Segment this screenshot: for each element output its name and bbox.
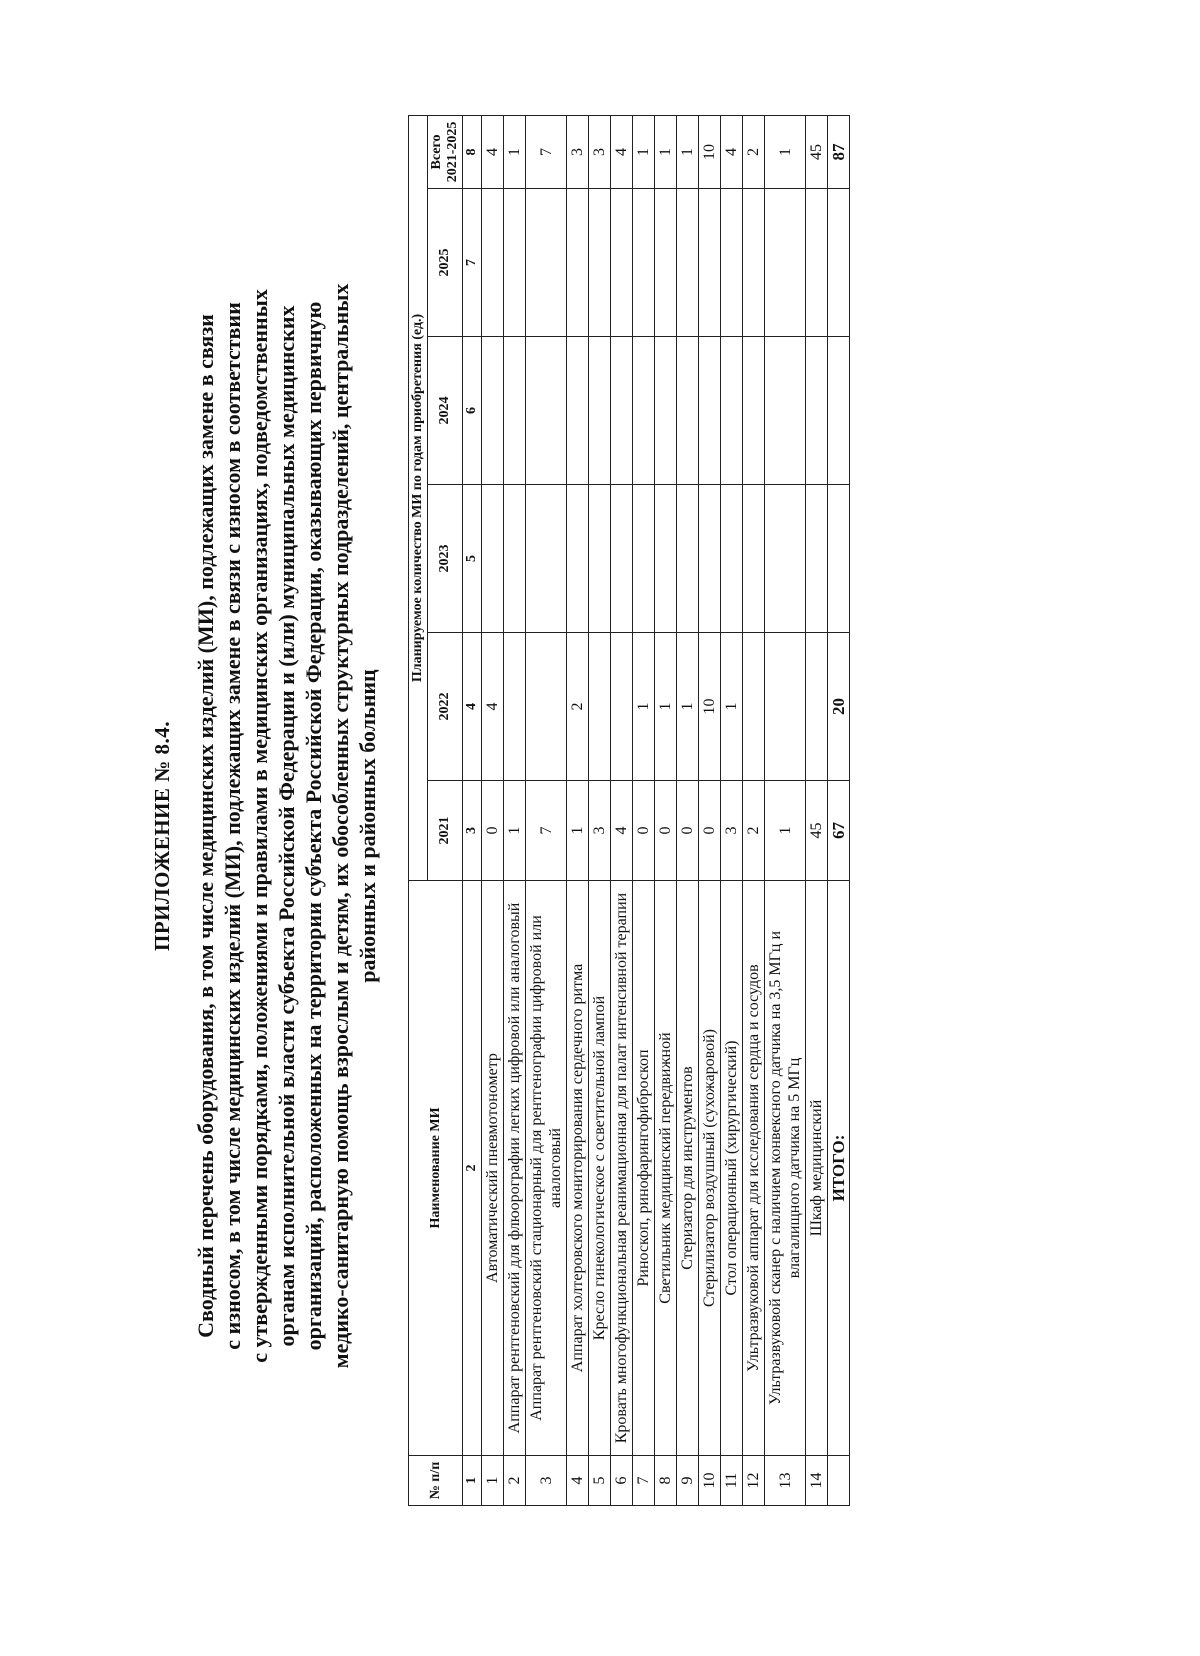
quantity-cell-y2023 bbox=[567, 485, 589, 633]
heading-line: медико-санитарную помощь взрослым и детям, их обособленных структурных подразделений, центральных bbox=[328, 283, 353, 1369]
quantity-cell-y2021: 7 bbox=[526, 781, 567, 881]
item-name-cell: Кресло гинекологическое с осветительной лампой bbox=[589, 881, 611, 1456]
row-number-cell: 11 bbox=[721, 1456, 743, 1506]
index-cell: 1 bbox=[463, 1456, 482, 1506]
heading-line: организаций, расположенных на территории субъекта Российской Федерации, оказывающих первичную bbox=[301, 301, 326, 1351]
totals-label: ИТОГО: bbox=[828, 881, 850, 1456]
quantity-cell-y2021: 45 bbox=[806, 781, 828, 881]
index-cell: 7 bbox=[463, 189, 482, 337]
equipment-table bbox=[408, 115, 850, 1506]
header-row bbox=[409, 115, 428, 1505]
heading-line: с утвержденными порядками, положениями и правилами в медицинских организациях, подведомственных bbox=[247, 289, 272, 1363]
header-2022: 2022 bbox=[428, 633, 463, 781]
quantity-cell-y2024 bbox=[526, 337, 567, 485]
index-cell: 2 bbox=[463, 881, 482, 1456]
totals-cell-y2022: 20 bbox=[828, 633, 850, 781]
row-number-cell: 2 bbox=[504, 1456, 526, 1506]
index-cell: 3 bbox=[463, 781, 482, 881]
quantity-cell-y2025 bbox=[611, 189, 633, 337]
row-number-cell: 9 bbox=[677, 1456, 699, 1506]
item-name-cell: Стол операционный (хирургический) bbox=[721, 881, 743, 1456]
item-name-cell: Светильник медицинский передвижной bbox=[655, 881, 677, 1456]
totals-cell-y2024 bbox=[828, 337, 850, 485]
quantity-cell-total: 3 bbox=[567, 115, 589, 188]
table-row bbox=[567, 115, 589, 1505]
header-total: Всего 2021-2025 bbox=[428, 115, 463, 188]
quantity-cell-y2024 bbox=[765, 337, 806, 485]
quantity-cell-y2022 bbox=[765, 633, 806, 781]
quantity-cell-y2024 bbox=[567, 337, 589, 485]
table-row bbox=[699, 115, 721, 1505]
quantity-cell-total: 1 bbox=[677, 115, 699, 188]
quantity-cell-total: 3 bbox=[589, 115, 611, 188]
row-number-cell: 12 bbox=[743, 1456, 765, 1506]
quantity-cell-y2024 bbox=[806, 337, 828, 485]
quantity-cell-y2021: 0 bbox=[655, 781, 677, 881]
quantity-cell-y2022: 4 bbox=[482, 633, 504, 781]
quantity-cell-y2024 bbox=[504, 337, 526, 485]
quantity-cell-y2025 bbox=[482, 189, 504, 337]
item-name-cell: Стеризатор для инструментов bbox=[677, 881, 699, 1456]
row-number-cell: 1 bbox=[482, 1456, 504, 1506]
quantity-cell-y2025 bbox=[677, 189, 699, 337]
quantity-cell-total: 1 bbox=[655, 115, 677, 188]
quantity-cell-total: 4 bbox=[482, 115, 504, 188]
header-2024: 2024 bbox=[428, 337, 463, 485]
quantity-cell-y2025 bbox=[633, 189, 655, 337]
item-name-cell: Автоматический пневмотонометр bbox=[482, 881, 504, 1456]
quantity-cell-y2021: 4 bbox=[611, 781, 633, 881]
table-row bbox=[526, 115, 567, 1505]
quantity-cell-total: 1 bbox=[633, 115, 655, 188]
item-name-cell: Стерилизатор воздушный (сухожаровой) bbox=[699, 881, 721, 1456]
item-name-cell: Кровать многофункциональная реанимационная для палат интенсивной терапии bbox=[611, 881, 633, 1456]
quantity-cell-total: 2 bbox=[743, 115, 765, 188]
quantity-cell-y2024 bbox=[721, 337, 743, 485]
quantity-cell-y2025 bbox=[721, 189, 743, 337]
quantity-cell-total: 1 bbox=[765, 115, 806, 188]
quantity-cell-y2021: 2 bbox=[743, 781, 765, 881]
totals-blank-cell bbox=[828, 1456, 850, 1506]
quantity-cell-y2025 bbox=[655, 189, 677, 337]
table-row bbox=[611, 115, 633, 1505]
quantity-cell-y2022: 2 bbox=[567, 633, 589, 781]
quantity-cell-y2023 bbox=[504, 485, 526, 633]
quantity-cell-y2025 bbox=[743, 189, 765, 337]
quantity-cell-y2021: 1 bbox=[567, 781, 589, 881]
heading-line: Сводный перечень оборудования, в том числе медицинских изделий (МИ), подлежащих замене в связи bbox=[193, 314, 218, 1338]
quantity-cell-y2025 bbox=[699, 189, 721, 337]
header-num: № п/п bbox=[409, 1456, 463, 1506]
quantity-cell-y2021: 0 bbox=[482, 781, 504, 881]
quantity-cell-y2025 bbox=[504, 189, 526, 337]
row-number-cell: 7 bbox=[633, 1456, 655, 1506]
quantity-cell-total: 45 bbox=[806, 115, 828, 188]
heading-line: районных и районных больниц bbox=[355, 669, 380, 983]
heading-line: органам исполнительной власти субъекта Российской Федерации и (или) муниципальных медицинских bbox=[274, 305, 299, 1347]
quantity-cell-y2022 bbox=[743, 633, 765, 781]
quantity-cell-y2022 bbox=[611, 633, 633, 781]
table-row bbox=[589, 115, 611, 1505]
table-row bbox=[655, 115, 677, 1505]
header-2025: 2025 bbox=[428, 189, 463, 337]
header-2023: 2023 bbox=[428, 485, 463, 633]
quantity-cell-y2023 bbox=[743, 485, 765, 633]
quantity-cell-y2024 bbox=[633, 337, 655, 485]
quantity-cell-y2023 bbox=[611, 485, 633, 633]
quantity-cell-y2021: 3 bbox=[589, 781, 611, 881]
quantity-cell-y2021: 0 bbox=[633, 781, 655, 881]
quantity-cell-y2024 bbox=[611, 337, 633, 485]
row-number-cell: 3 bbox=[526, 1456, 567, 1506]
quantity-cell-y2022 bbox=[504, 633, 526, 781]
header-2021: 2021 bbox=[428, 781, 463, 881]
row-number-cell: 14 bbox=[806, 1456, 828, 1506]
table-row bbox=[743, 115, 765, 1505]
quantity-cell-y2023 bbox=[526, 485, 567, 633]
quantity-cell-y2023 bbox=[699, 485, 721, 633]
quantity-cell-y2022: 1 bbox=[655, 633, 677, 781]
item-name-cell: Аппарат рентгеновский для флюорографии легких цифровой или аналоговый bbox=[504, 881, 526, 1456]
quantity-cell-y2023 bbox=[721, 485, 743, 633]
row-number-cell: 10 bbox=[699, 1456, 721, 1506]
table-row bbox=[806, 115, 828, 1505]
row-number-cell: 4 bbox=[567, 1456, 589, 1506]
quantity-cell-total: 4 bbox=[611, 115, 633, 188]
row-number-cell: 8 bbox=[655, 1456, 677, 1506]
quantity-cell-y2022: 10 bbox=[699, 633, 721, 781]
quantity-cell-y2023 bbox=[677, 485, 699, 633]
quantity-cell-y2024 bbox=[655, 337, 677, 485]
quantity-cell-y2023 bbox=[482, 485, 504, 633]
totals-cell-y2025 bbox=[828, 189, 850, 337]
table-row bbox=[633, 115, 655, 1505]
quantity-cell-y2025 bbox=[526, 189, 567, 337]
row-number-cell: 13 bbox=[765, 1456, 806, 1506]
quantity-cell-y2024 bbox=[482, 337, 504, 485]
totals-row bbox=[828, 115, 850, 1505]
item-name-cell: Риноскоп, ринофарингофиброскоп bbox=[633, 881, 655, 1456]
equipment-table-wrapper bbox=[408, 116, 850, 1506]
item-name-cell: Аппарат холтеровского мониторирования сердечного ритма bbox=[567, 881, 589, 1456]
row-number-cell: 6 bbox=[611, 1456, 633, 1506]
totals-cell-total: 87 bbox=[828, 115, 850, 188]
item-name-cell: Аппарат рентгеновский стационарный для рентгенографии цифровой или аналоговый bbox=[526, 881, 567, 1456]
quantity-cell-y2022: 1 bbox=[633, 633, 655, 781]
table-row bbox=[482, 115, 504, 1505]
quantity-cell-y2022: 1 bbox=[677, 633, 699, 781]
quantity-cell-y2021: 0 bbox=[699, 781, 721, 881]
table-row bbox=[677, 115, 699, 1505]
item-name-cell: Шкаф медицинский bbox=[806, 881, 828, 1456]
heading-line: с износом, в том числе медицинских изделий (МИ), подлежащих замене в связи с износом в соответствии bbox=[220, 302, 245, 1350]
quantity-cell-y2025 bbox=[567, 189, 589, 337]
quantity-cell-total: 1 bbox=[504, 115, 526, 188]
quantity-cell-y2024 bbox=[589, 337, 611, 485]
quantity-cell-y2022 bbox=[806, 633, 828, 781]
quantity-cell-y2022 bbox=[526, 633, 567, 781]
quantity-cell-y2023 bbox=[633, 485, 655, 633]
quantity-cell-y2025 bbox=[806, 189, 828, 337]
row-number-cell: 5 bbox=[589, 1456, 611, 1506]
quantity-cell-y2024 bbox=[699, 337, 721, 485]
quantity-cell-y2021: 3 bbox=[721, 781, 743, 881]
appendix-title: ПРИЛОЖЕНИЕ № 8.4. bbox=[150, 721, 174, 952]
item-name-cell: Ультразвуковой сканер с наличием конвексного датчика на 3,5 МГц и влагалищного датчика на 5 МГц bbox=[765, 881, 806, 1456]
quantity-cell-y2021: 1 bbox=[504, 781, 526, 881]
quantity-cell-y2023 bbox=[589, 485, 611, 633]
quantity-cell-total: 7 bbox=[526, 115, 567, 188]
header-name: Наименование МИ bbox=[409, 881, 463, 1456]
table-row bbox=[721, 115, 743, 1505]
totals-cell-y2023 bbox=[828, 485, 850, 633]
table-row bbox=[504, 115, 526, 1505]
index-cell: 8 bbox=[463, 115, 482, 188]
totals-cell-y2021: 67 bbox=[828, 781, 850, 881]
quantity-cell-y2024 bbox=[743, 337, 765, 485]
item-name-cell: Ультразвуковой аппарат для исследования сердца и сосудов bbox=[743, 881, 765, 1456]
quantity-cell-y2021: 0 bbox=[677, 781, 699, 881]
index-cell: 6 bbox=[463, 337, 482, 485]
quantity-cell-y2025 bbox=[589, 189, 611, 337]
quantity-cell-y2023 bbox=[765, 485, 806, 633]
quantity-cell-y2024 bbox=[677, 337, 699, 485]
quantity-cell-y2023 bbox=[806, 485, 828, 633]
index-cell: 4 bbox=[463, 633, 482, 781]
table-row bbox=[765, 115, 806, 1505]
quantity-cell-y2022: 1 bbox=[721, 633, 743, 781]
index-cell: 5 bbox=[463, 485, 482, 633]
document-page bbox=[150, 116, 1010, 1556]
table-body bbox=[463, 115, 850, 1505]
column-index-row bbox=[463, 115, 482, 1505]
quantity-cell-y2023 bbox=[655, 485, 677, 633]
quantity-cell-total: 4 bbox=[721, 115, 743, 188]
header-group: Планируемое количество МИ по годам приобретения (ед.) bbox=[409, 115, 428, 880]
document-heading bbox=[192, 176, 381, 1476]
quantity-cell-y2025 bbox=[765, 189, 806, 337]
quantity-cell-y2021: 1 bbox=[765, 781, 806, 881]
quantity-cell-total: 10 bbox=[699, 115, 721, 188]
quantity-cell-y2022 bbox=[589, 633, 611, 781]
